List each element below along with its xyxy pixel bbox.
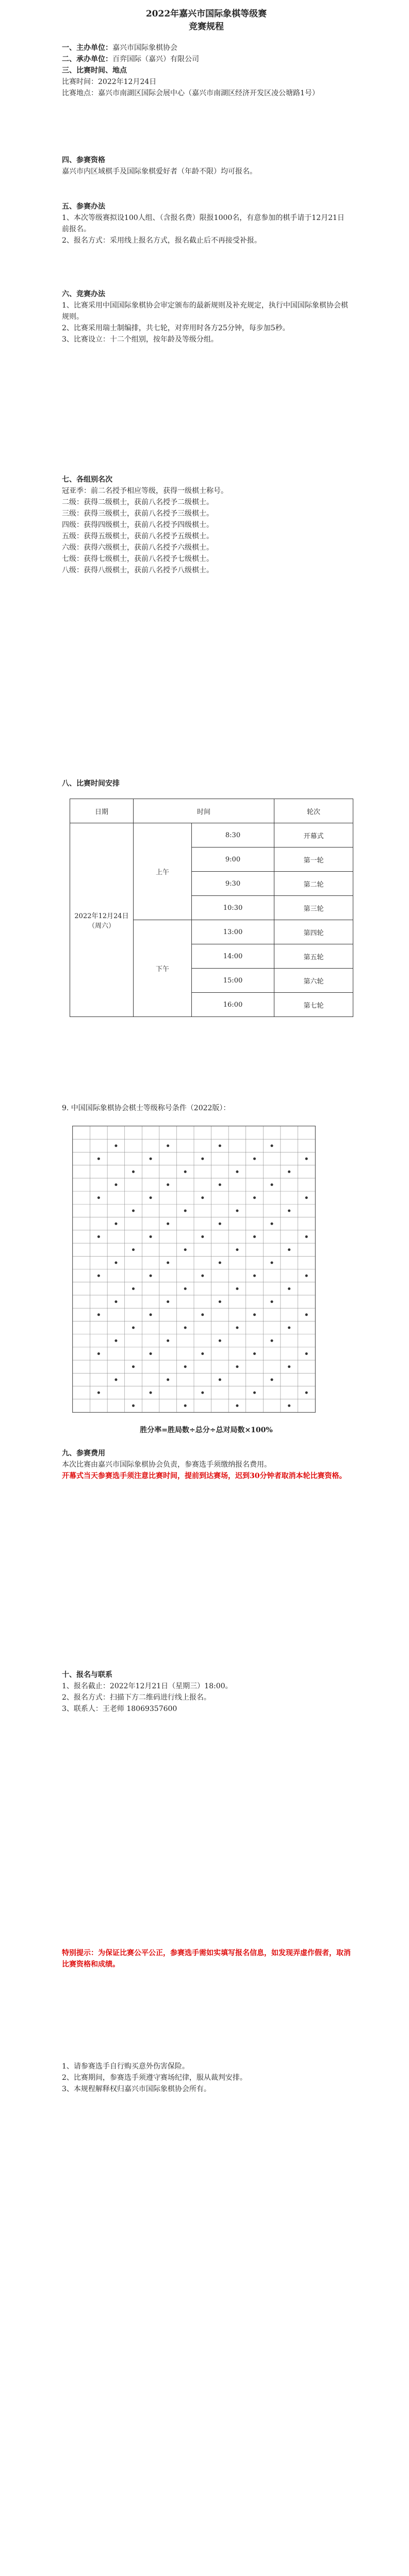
formula [62, 1425, 351, 1436]
grid-mark [201, 1392, 204, 1394]
grid-mark [305, 1275, 308, 1277]
contact-item: 1、报名截止：2022年12月21日（星期三）18:00。 [62, 1682, 233, 1690]
schedule-time: 9:00 [192, 848, 274, 872]
grid-mark [150, 1392, 152, 1394]
grid-mark [184, 1209, 187, 1212]
grid-mark [253, 1196, 256, 1199]
grid-mark [150, 1158, 152, 1160]
sec-text: 嘉兴市国际象棋协会 [112, 44, 177, 52]
grid-mark [150, 1313, 152, 1316]
notice [62, 1947, 351, 1970]
grid-mark [305, 1392, 308, 1394]
grid-mark [167, 1261, 169, 1264]
grid-mark [305, 1352, 308, 1355]
grid-mark [184, 1327, 187, 1329]
level-conditions-table [72, 1126, 316, 1413]
org-item: 1、本次等级赛拟设100人组、（含报名费）限报1000名，有意参加的棋手请于12月21日前报名。 [62, 214, 345, 233]
level-item: 四级：获得四级棋士，获前八名授予四级棋士。 [62, 521, 214, 529]
sec-text: 比赛时间：2022年12月24日 [62, 78, 157, 86]
schedule-time: 8:30 [192, 823, 274, 848]
grid-mark [184, 1248, 187, 1251]
grid-mark [201, 1158, 204, 1160]
table-note [62, 1103, 351, 1114]
grid-mark [184, 1404, 187, 1407]
schedule-round: 第四轮 [274, 920, 353, 944]
grid-mark [253, 1158, 256, 1160]
grid-mark [288, 1171, 290, 1173]
grid-mark [201, 1275, 204, 1277]
grid-mark [288, 1209, 290, 1212]
grid-mark [236, 1209, 238, 1212]
schedule-title: 八、比赛时间安排 [62, 779, 120, 788]
grid-mark [114, 1183, 117, 1186]
grid-mark [167, 1340, 169, 1342]
sec-text: 百弈国际（嘉兴）有限公司 [112, 55, 199, 63]
schedule-round: 第二轮 [274, 872, 353, 896]
appendix-item: 2、比赛期间，参赛选手须遵守赛场纪律，服从裁判安排。 [62, 2074, 247, 2082]
level-item: 五级：获得五级棋士，获前八名授予五级棋士。 [62, 532, 214, 540]
level-item: 二级：获得二级棋士，获前八名授予二级棋士。 [62, 498, 214, 506]
grid-mark [219, 1300, 221, 1303]
grid-mark [236, 1248, 238, 1251]
grid-mark [97, 1392, 100, 1394]
grid-mark [305, 1235, 308, 1238]
grid-mark [253, 1275, 256, 1277]
grid-mark [150, 1352, 152, 1355]
grid-mark [97, 1158, 100, 1160]
sec-text: 比赛地点：嘉兴市南湖区国际会展中心（嘉兴市南湖区经济开发区凌公塘路1号） [62, 89, 319, 97]
grid-mark [132, 1327, 135, 1329]
org-item: 2、报名方式：采用线上报名方式，报名截止后不再接受补报。 [62, 236, 261, 245]
grid-mark [288, 1287, 290, 1290]
grid-mark [219, 1223, 221, 1225]
rules-item: 2、比赛采用瑞士制编排，共七轮，对弈用时各方25分钟，每步加5秒。 [62, 324, 290, 332]
grid-mark [184, 1287, 187, 1290]
level-item: 八级：获得八级棋士，获前八名授予八级棋士。 [62, 566, 214, 574]
grid-mark [219, 1183, 221, 1186]
rules-item: 1、比赛采用中国国际象棋协会审定颁布的最新规则及补充规定，执行中国国际象棋协会棋规则。 [62, 301, 348, 321]
appendix [62, 2061, 351, 2095]
sec-head: 二、承办单位： [62, 55, 112, 63]
level-item: 三级：获得三级棋士，获前八名授予三级棋士。 [62, 510, 214, 518]
grid-mark [97, 1313, 100, 1316]
doc-title: 2022年嘉兴市国际象棋等级赛 [145, 9, 267, 19]
sec-head: 三、比赛时间、地点 [62, 66, 127, 75]
grid-mark [97, 1235, 100, 1238]
grid-mark [271, 1340, 273, 1342]
schedule-head [62, 778, 351, 789]
grid-mark [167, 1144, 169, 1147]
participation [62, 155, 351, 177]
schedule-time: 10:30 [192, 896, 274, 920]
grid-mark [184, 1365, 187, 1368]
grid-mark [236, 1365, 238, 1368]
grid-mark [167, 1223, 169, 1225]
grid-mark [132, 1365, 135, 1368]
schedule-date: 2022年12月24日（周六） [70, 823, 134, 1017]
table-note-text: 9. 中国国际象棋协会棋士等级称号条件（2022版）： [62, 1104, 231, 1112]
schedule-time: 15:00 [192, 969, 274, 993]
fee-head: 九、参赛费用 [62, 1449, 105, 1458]
grid-mark [236, 1287, 238, 1290]
grid-mark [167, 1300, 169, 1303]
fees [62, 1448, 351, 1482]
grid-mark [114, 1223, 117, 1225]
grid-mark [97, 1352, 100, 1355]
grid-mark [305, 1196, 308, 1199]
grid-mark [288, 1365, 290, 1368]
schedule-time: 9:30 [192, 872, 274, 896]
basic-info [62, 42, 351, 99]
contact-head: 十、报名与联系 [62, 1671, 112, 1679]
col-date: 日期 [70, 799, 134, 823]
grid-mark [167, 1378, 169, 1381]
grid-mark [253, 1352, 256, 1355]
grid-mark [201, 1313, 204, 1316]
grid-mark [132, 1209, 135, 1212]
grid-mark [236, 1327, 238, 1329]
organization [62, 201, 351, 246]
contact [62, 1669, 351, 1715]
contact-item: 3、联系人：王老师 18069357600 [62, 1705, 177, 1713]
participation-text: 嘉兴市内区域棋手及国际象棋爱好者（年龄不限）均可报名。 [62, 167, 257, 176]
grid-mark [150, 1275, 152, 1277]
grid-mark [288, 1404, 290, 1407]
sec-head: 一、主办单位： [62, 44, 112, 52]
grid-mark [132, 1248, 135, 1251]
schedule-table [70, 799, 353, 1017]
schedule-round: 第六轮 [274, 969, 353, 993]
contact-item: 2、报名方式：扫描下方二维码进行线上报名。 [62, 1693, 211, 1702]
doc-header [62, 6, 351, 32]
rules-head: 六、竞赛办法 [62, 290, 105, 298]
schedule-round: 第五轮 [274, 944, 353, 969]
grid-mark [236, 1404, 238, 1407]
grid-mark [288, 1248, 290, 1251]
schedule-round: 第一轮 [274, 848, 353, 872]
level-item: 冠亚季：前二名授予相应等级，获得一级棋士称号。 [62, 487, 228, 495]
grid-mark [114, 1144, 117, 1147]
grid-mark [253, 1235, 256, 1238]
grid-mark [219, 1378, 221, 1381]
grid-mark [305, 1313, 308, 1316]
rules [62, 289, 351, 345]
grid-mark [219, 1261, 221, 1264]
schedule-time: 16:00 [192, 993, 274, 1017]
fee-red: 开幕式当天参赛选手须注意比赛时间，提前到达赛场，迟到30分钟者取消本轮比赛资格。 [62, 1472, 347, 1480]
grid-mark [271, 1261, 273, 1264]
grid-mark [150, 1235, 152, 1238]
grid-mark [114, 1340, 117, 1342]
grid-mark [271, 1300, 273, 1303]
grid-mark [114, 1300, 117, 1303]
participation-head: 四、参赛资格 [62, 156, 105, 164]
col-time: 时间 [134, 799, 274, 823]
grid-mark [114, 1261, 117, 1264]
schedule-am: 上午 [134, 823, 192, 920]
schedule-round: 第七轮 [274, 993, 353, 1017]
schedule-pm: 下午 [134, 920, 192, 1017]
grid-mark [132, 1171, 135, 1173]
grid-mark [288, 1327, 290, 1329]
schedule-time: 14:00 [192, 944, 274, 969]
level-item: 六级：获得六级棋士，获前八名授予六级棋士。 [62, 544, 214, 552]
fee-text: 本次比赛由嘉兴市国际象棋协会负责，参赛选手须缴纳报名费用。 [62, 1461, 271, 1469]
grid-mark [236, 1171, 238, 1173]
grid-mark [271, 1223, 273, 1225]
grid-mark [97, 1196, 100, 1199]
levels [62, 474, 351, 576]
grid-mark [132, 1287, 135, 1290]
rules-item: 3、比赛设立：十二个组别，按年龄及等级分组。 [62, 335, 218, 344]
grid-mark [271, 1378, 273, 1381]
grid-mark [132, 1404, 135, 1407]
level-grid-graphic [73, 1126, 315, 1412]
level-item: 七级：获得七级棋士，获前八名授予七级棋士。 [62, 555, 214, 563]
level-head: 七、各组别名次 [62, 476, 112, 484]
col-round: 轮次 [274, 799, 353, 823]
grid-mark [201, 1196, 204, 1199]
formula-text: 胜分率=胜局数÷总分÷总对局数×100% [140, 1426, 273, 1434]
grid-mark [253, 1392, 256, 1394]
org-head: 五、参赛办法 [62, 202, 105, 211]
grid-mark [305, 1158, 308, 1160]
grid-mark [167, 1183, 169, 1186]
doc-subtitle: 竞赛规程 [189, 22, 224, 32]
grid-mark [219, 1340, 221, 1342]
grid-mark [114, 1378, 117, 1381]
appendix-item: 1、请参赛选手自行购买意外伤害保险。 [62, 2062, 189, 2071]
grid-mark [150, 1196, 152, 1199]
schedule-round: 第三轮 [274, 896, 353, 920]
grid-mark [184, 1171, 187, 1173]
schedule-time: 13:00 [192, 920, 274, 944]
grid-mark [201, 1352, 204, 1355]
grid-mark [201, 1235, 204, 1238]
grid-mark [253, 1313, 256, 1316]
grid-mark [219, 1144, 221, 1147]
grid-mark [97, 1275, 100, 1277]
grid-mark [271, 1144, 273, 1147]
schedule-round: 开幕式 [274, 823, 353, 848]
grid-mark [271, 1183, 273, 1186]
appendix-item: 3、本规程解释权归嘉兴市国际象棋协会所有。 [62, 2085, 211, 2093]
notice-red: 特别提示：为保证比赛公平公正，参赛选手需如实填写报名信息，如发现弄虚作假者，取消比赛资格和成绩。 [62, 1949, 351, 1969]
